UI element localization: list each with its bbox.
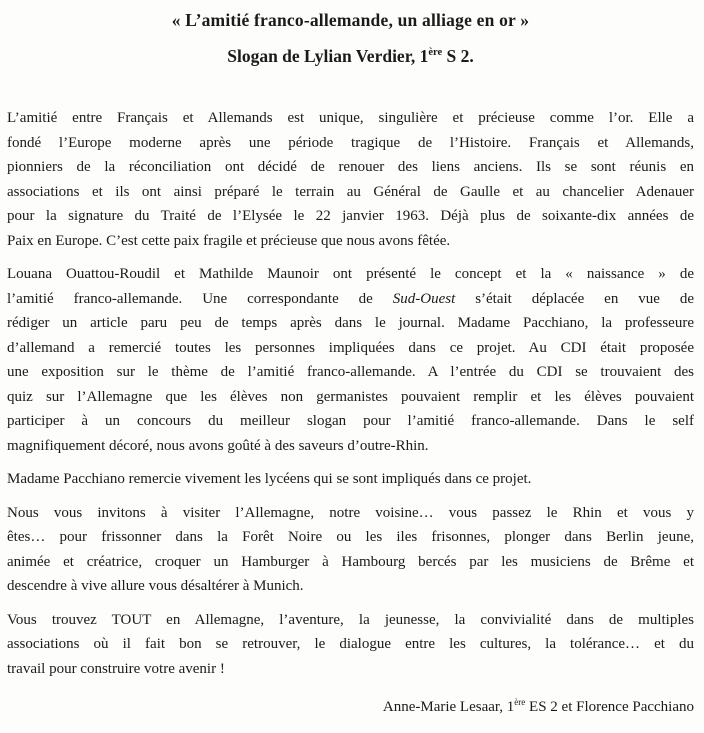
signature-text: Anne-Marie Lesaar, 1 xyxy=(382,699,515,715)
text-line: associations et ils ont ainsi préparé le terrain au Général de Gaulle et au chancelier Adenauer xyxy=(7,183,694,200)
text-line: d’allemand a remercié toutes les personnes impliquées dans ce projet. Au CDI était proposée xyxy=(7,339,694,356)
text-line: L’amitié entre Français et Allemands est unique, singulière et précieuse comme l’or. Elle a xyxy=(7,110,694,126)
text-line: Paix en Europe. C’est cette paix fragile et précieuse que nous avons fêtée. xyxy=(7,232,451,249)
paragraph xyxy=(7,501,694,599)
text-line: pour la signature du Traité de l’Elysée le 22 janvier 1963. Déjà plus de soixante-dix années de xyxy=(7,208,694,224)
text-line: Madame Pacchiano remercie vivement les lycéens qui se sont impliqués dans ce projet. xyxy=(7,471,532,487)
text-line: descendre à vive allure vous désaltérer à Munich. xyxy=(7,578,304,594)
text-line: fondé l’Europe moderne après une période tragique de l’Histoire. Français et Allemands, xyxy=(7,134,694,151)
text-line: Nous vous invitons à visiter l’Allemagne, notre voisine… vous passez le Rhin et vous y xyxy=(7,504,694,521)
page-subtitle xyxy=(7,44,694,68)
text-line: l’amitié franco-allemande. Une correspondante de Sud-Ouest s’était déplacée en vue de xyxy=(7,290,694,307)
paragraph xyxy=(7,262,694,458)
subtitle-superscript: ère xyxy=(428,47,443,59)
paragraph xyxy=(7,106,694,253)
paragraph xyxy=(7,467,694,492)
signature-line xyxy=(7,695,694,720)
text-line: pionniers de la réconciliation ont décidé de renouer des liens anciens. Ils se sont réunis en xyxy=(7,159,694,175)
signature-suffix: ES 2 et Florence Pacchiano xyxy=(525,699,694,715)
text-line: Vous trouvez TOUT en Allemagne, l’aventure, la jeunesse, la convivialité dans de multiples xyxy=(7,611,694,628)
text-line: rédiger un article paru peu de temps après dans le journal. Madame Pacchiano, la professeure xyxy=(7,315,694,331)
text-line: travail pour construire votre avenir ! xyxy=(7,660,225,677)
signature-superscript: ère xyxy=(514,697,526,707)
subtitle-suffix: S 2. xyxy=(442,46,474,66)
text-line: une exposition sur le thème de l’amitié franco-allemande. A l’entrée du CDI se trouvaient des xyxy=(7,364,694,380)
paragraph xyxy=(7,608,694,682)
italic-text: Sud-Ouest xyxy=(392,290,456,307)
text-line: associations où il fait bon se retrouver, le dialogue entre les cultures, la tolérance… et du xyxy=(7,636,694,652)
page-title: « L’amitié franco-allemande, un alliage en or » xyxy=(171,10,530,30)
document-body xyxy=(7,106,694,681)
text-line: participer à un concours du meilleur slogan pour l’amitié franco-allemande. Dans le self xyxy=(7,413,694,429)
subtitle-text: Slogan de Lylian Verdier, 1 xyxy=(227,46,429,66)
text-line: animée et créatrice, croquer un Hamburger à Hambourg bercés par les musiciens de Brême et xyxy=(7,553,694,570)
text-line: magnifiquement décoré, nous avons goûté à des saveurs d’outre-Rhin. xyxy=(7,437,429,454)
text-line: Louana Ouattou-Roudil et Mathilde Maunoir ont présenté le concept et la « naissance » de xyxy=(7,266,694,282)
text-line: quiz sur l’Allemagne que les élèves non germanistes pouvaient remplir et les élèves pouvaient xyxy=(7,388,694,405)
text-line: êtes… pour frissonner dans la Forêt Noire ou les iles frisonnes, plonger dans Berlin jeune, xyxy=(7,529,694,545)
